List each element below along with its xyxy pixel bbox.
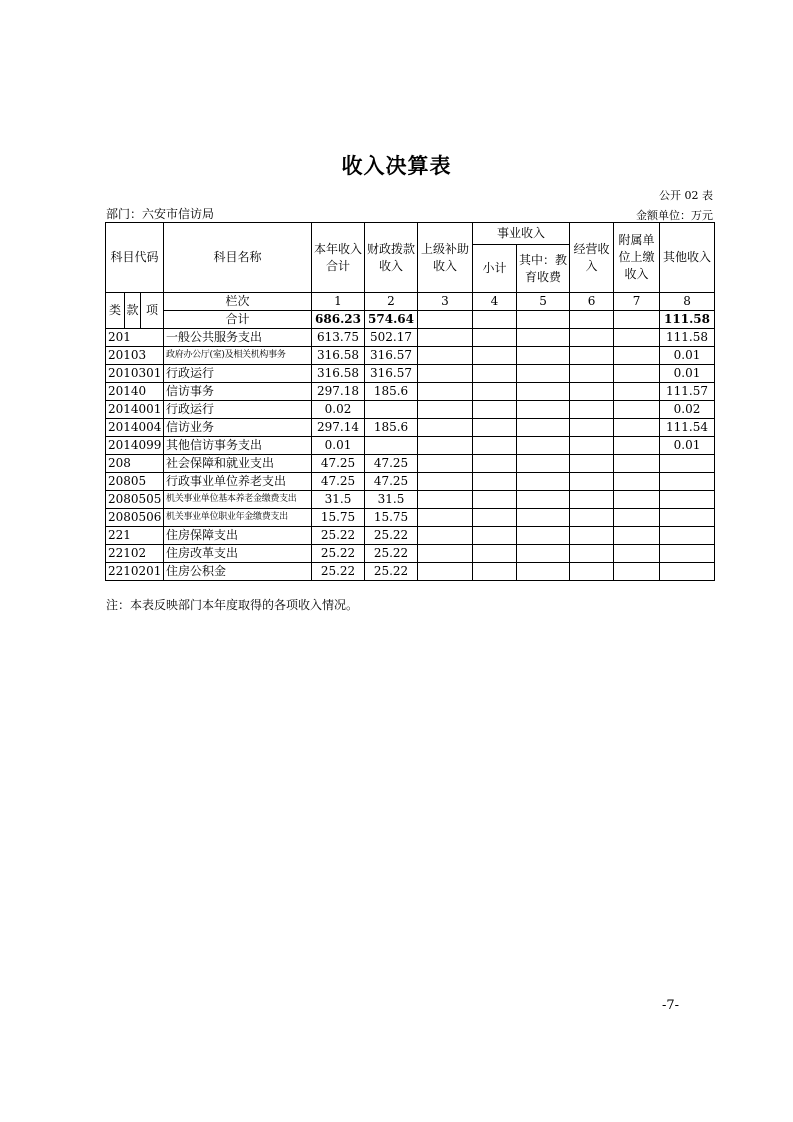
row-name: 住房保障支出 [164, 527, 312, 545]
row-code: 2014004 [106, 419, 164, 437]
row-name: 行政运行 [164, 401, 312, 419]
row-code: 221 [106, 527, 164, 545]
total-c8: 111.58 [660, 311, 715, 329]
row-name: 住房公积金 [164, 563, 312, 581]
row-c8 [660, 455, 715, 473]
total-label: 合计 [164, 311, 312, 329]
row-code: 201 [106, 329, 164, 347]
header-education-fees: 其中：教育收费 [517, 245, 570, 293]
row-name: 行政事业单位养老支出 [164, 473, 312, 491]
column-number: 6 [570, 293, 614, 311]
row-c1: 0.01 [312, 437, 365, 455]
column-number: 7 [614, 293, 660, 311]
page-title: 收入决算表 [341, 154, 452, 178]
row-code: 20103 [106, 347, 164, 365]
header-fiscal-appropriation: 财政拨款收入 [365, 223, 418, 293]
row-name: 机关事业单位基本养老金缴费支出 [164, 491, 312, 509]
page-number: -7- [662, 998, 680, 1013]
table-row [106, 563, 715, 581]
header-xiang: 项 [141, 293, 164, 329]
header-code: 科目代码 [106, 223, 164, 293]
row-c8: 0.01 [660, 365, 715, 383]
header-column-index: 栏次 [164, 293, 312, 311]
row-c8: 0.02 [660, 401, 715, 419]
row-c2: 47.25 [365, 455, 418, 473]
row-code: 2010301 [106, 365, 164, 383]
amount-unit-label: 金额单位：万元 [636, 209, 713, 222]
total-c1: 686.23 [312, 311, 365, 329]
row-code: 20140 [106, 383, 164, 401]
table-row [106, 329, 715, 347]
row-c2: 15.75 [365, 509, 418, 527]
row-c1: 25.22 [312, 527, 365, 545]
row-c8 [660, 527, 715, 545]
row-c1: 297.14 [312, 419, 365, 437]
row-c2: 25.22 [365, 563, 418, 581]
column-number: 2 [365, 293, 418, 311]
row-c1: 25.22 [312, 563, 365, 581]
row-code: 2080505 [106, 491, 164, 509]
income-table [105, 222, 715, 581]
table-row [106, 455, 715, 473]
row-name: 行政运行 [164, 365, 312, 383]
row-c2: 185.6 [365, 383, 418, 401]
table-row [106, 437, 715, 455]
row-c8: 111.58 [660, 329, 715, 347]
table-row [106, 347, 715, 365]
row-c2: 502.17 [365, 329, 418, 347]
header-superior-subsidy: 上级补助收入 [418, 223, 473, 293]
row-c1: 25.22 [312, 545, 365, 563]
column-number: 1 [312, 293, 365, 311]
table-row [106, 383, 715, 401]
header-kuan: 款 [125, 293, 141, 329]
row-c1: 316.58 [312, 347, 365, 365]
row-name: 政府办公厅(室)及相关机构事务 [164, 347, 312, 365]
table-row [106, 527, 715, 545]
row-c8: 111.54 [660, 419, 715, 437]
row-name: 住房改革支出 [164, 545, 312, 563]
row-code: 2014001 [106, 401, 164, 419]
table-row [106, 545, 715, 563]
header-total-income: 本年收入合计 [312, 223, 365, 293]
row-c2: 316.57 [365, 365, 418, 383]
column-number: 5 [517, 293, 570, 311]
row-c1: 613.75 [312, 329, 365, 347]
row-name: 机关事业单位职业年金缴费支出 [164, 509, 312, 527]
row-c1: 31.5 [312, 491, 365, 509]
row-code: 2210201 [106, 563, 164, 581]
table-row [106, 365, 715, 383]
row-c8 [660, 473, 715, 491]
table-row [106, 473, 715, 491]
row-name: 信访业务 [164, 419, 312, 437]
row-code: 2014099 [106, 437, 164, 455]
row-c2: 316.57 [365, 347, 418, 365]
row-c8 [660, 509, 715, 527]
table-row [106, 509, 715, 527]
row-c2: 185.6 [365, 419, 418, 437]
header-name: 科目名称 [164, 223, 312, 293]
row-c2 [365, 401, 418, 419]
total-row [106, 311, 715, 329]
column-number: 8 [660, 293, 715, 311]
row-c1: 15.75 [312, 509, 365, 527]
header-business-income: 事业收入 [473, 223, 570, 245]
row-name: 其他信访事务支出 [164, 437, 312, 455]
row-c1: 297.18 [312, 383, 365, 401]
row-code: 2080506 [106, 509, 164, 527]
row-c8 [660, 491, 715, 509]
table-row [106, 401, 715, 419]
row-c8 [660, 545, 715, 563]
row-c2 [365, 437, 418, 455]
header-lei: 类 [106, 293, 125, 329]
row-c2: 25.22 [365, 527, 418, 545]
row-c8: 111.57 [660, 383, 715, 401]
row-code: 208 [106, 455, 164, 473]
row-c8: 0.01 [660, 347, 715, 365]
form-number: 公开 02 表 [659, 189, 713, 202]
header-subtotal: 小计 [473, 245, 517, 293]
table-row [106, 419, 715, 437]
table-row [106, 491, 715, 509]
row-c8: 0.01 [660, 437, 715, 455]
column-number: 3 [418, 293, 473, 311]
total-c2: 574.64 [365, 311, 418, 329]
header-operating-income: 经营收入 [570, 223, 614, 293]
column-number: 4 [473, 293, 517, 311]
row-c2: 25.22 [365, 545, 418, 563]
row-name: 信访事务 [164, 383, 312, 401]
row-name: 一般公共服务支出 [164, 329, 312, 347]
row-c2: 47.25 [365, 473, 418, 491]
header-other-income: 其他收入 [660, 223, 715, 293]
row-name: 社会保障和就业支出 [164, 455, 312, 473]
row-c2: 31.5 [365, 491, 418, 509]
row-c1: 316.58 [312, 365, 365, 383]
header-affiliated-income: 附属单位上缴收入 [614, 223, 660, 293]
row-c1: 0.02 [312, 401, 365, 419]
row-c8 [660, 563, 715, 581]
row-code: 22102 [106, 545, 164, 563]
row-code: 20805 [106, 473, 164, 491]
table-note: 注：本表反映部门本年度取得的各项收入情况。 [106, 598, 359, 612]
row-c1: 47.25 [312, 473, 365, 491]
row-c1: 47.25 [312, 455, 365, 473]
department-label: 部门：六安市信访局 [106, 207, 215, 221]
